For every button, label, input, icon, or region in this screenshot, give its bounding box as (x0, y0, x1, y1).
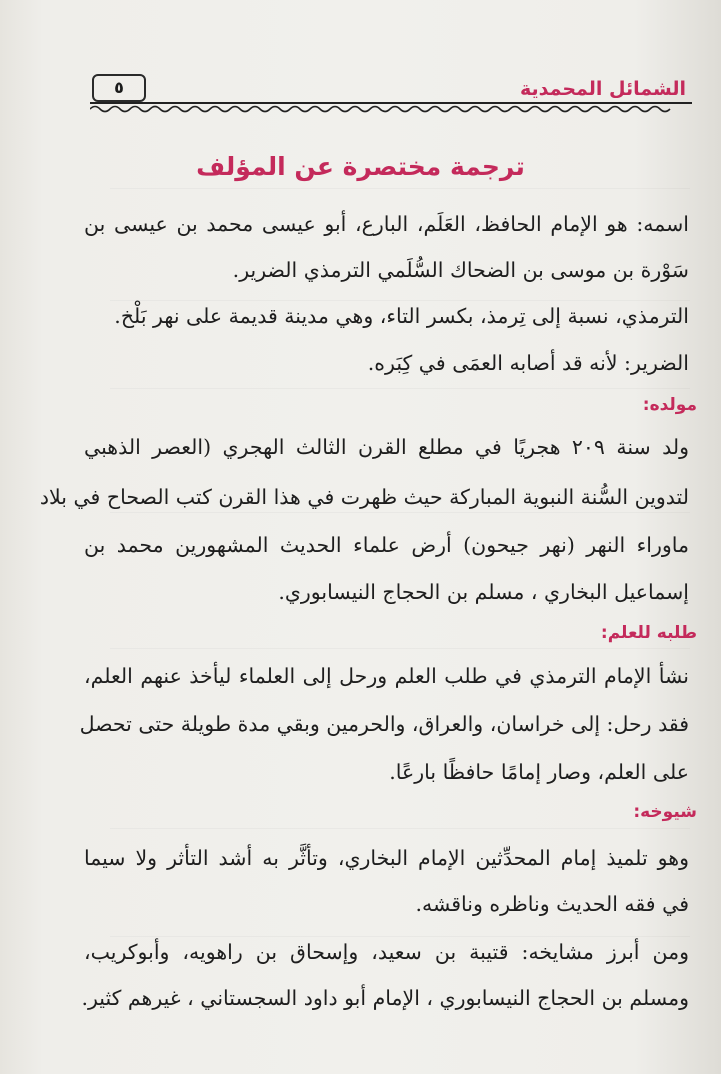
intro-line: الضرير: لأنه قد أصابه العمَى في كِبَره. (367, 351, 689, 375)
body-line: إسماعيل البخاري ، مسلم بن الحجاج النيسابوري. (278, 580, 689, 604)
running-title: الشمائل المحمدية (519, 78, 686, 100)
ornamental-divider (90, 100, 692, 114)
body-line: ماوراء النهر (نهر جيحون) أرض علماء الحديث المشهورين محمد بن (84, 533, 689, 557)
body-line: نشأ الإمام الترمذي في طلب العلم ورحل إلى العلماء ليأخذ عنهم العلم، (84, 664, 689, 688)
page-number: ٥ (92, 74, 146, 102)
article-title: ترجمة مختصرة عن المؤلف (196, 152, 525, 181)
body-line: فقد رحل: إلى خراسان، والعراق، والحرمين وبقي مدة طويلة حتى تحصل (79, 712, 689, 736)
section-heading-study: طلبه للعلم: (600, 623, 697, 643)
section-heading-birth: مولده: (642, 395, 697, 415)
body-line: في فقه الحديث وناظره وناقشه. (415, 892, 689, 916)
body-line: ومسلم بن الحجاج النيسابوري ، الإمام أبو داود السجستاني ، غيرهم كثير. (81, 986, 689, 1010)
section-heading-teachers: شيوخه: (633, 802, 697, 822)
intro-line: اسمه: هو الإمام الحافظ، العَلَم، البارع، أبو عيسى محمد بن عيسى بن (84, 212, 689, 236)
body-line: ولد سنة ٢٠٩ هجريًا في مطلع القرن الثالث الهجري (العصر الذهبي (84, 435, 689, 459)
intro-line: سَوْرة بن موسى بن الضحاك السُّلَمي الترمذي الضرير. (232, 258, 689, 282)
body-line: لتدوين السُّنة النبوية المباركة حيث ظهرت في هذا القرن كتب الصحاح في بلاد (39, 485, 689, 509)
intro-line: الترمذي، نسبة إلى تِرمذ، بكسر التاء، وهي مدينة قديمة على نهر بَلْخ. (114, 304, 689, 328)
body-line: على العلم، وصار إمامًا حافظًا بارعًا. (389, 760, 689, 784)
body-line: ومن أبرز مشايخه: قتيبة بن سعيد، وإسحاق بن راهويه، وأبوكريب، (84, 940, 689, 964)
body-line: وهو تلميذ إمام المحدِّثين الإمام البخاري، وتأثَّر به أشد التأثر ولا سيما (84, 846, 689, 870)
